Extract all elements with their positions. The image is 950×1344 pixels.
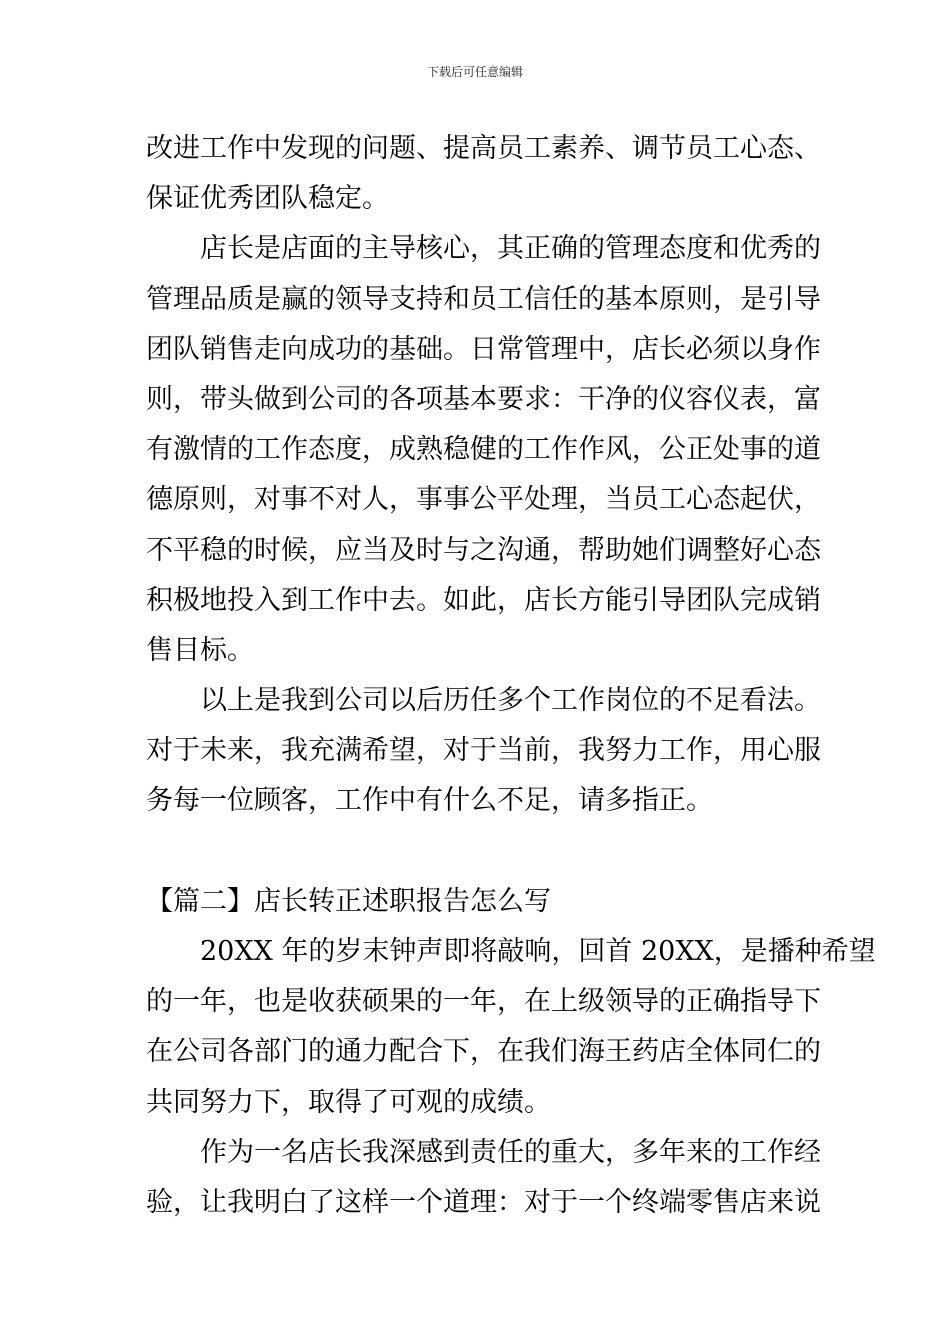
section-heading: 【篇二】店长转正述职报告怎么写 <box>146 885 551 917</box>
paragraph-line: 不平稳的时候，应当及时与之沟通，帮助她们调整好心态 <box>146 534 821 566</box>
paragraph-line: 改进工作中发现的问题、提高员工素养、调节员工心态、 <box>146 133 821 164</box>
paragraph-line: 团队销售走向成功的基础。日常管理中，店长必须以身作 <box>146 333 821 365</box>
paragraph-line: 的一年，也是收获硕果的一年，在上级领导的正确指导下 <box>146 986 821 1018</box>
paragraph-line: 以上是我到公司以后历任多个工作岗位的不足看法。 <box>200 685 821 717</box>
document-body <box>146 124 876 1228</box>
paragraph-line: 验，让我明白了这样一个道理：对于一个终端零售店来说 <box>146 1186 821 1218</box>
paragraph-line: 则，带头做到公司的各项基本要求：干净的仪容仪表，富 <box>146 383 821 415</box>
paragraph-line: 积极地投入到工作中去。如此，店长方能引导团队完成销 <box>146 584 821 616</box>
paragraph-line: 务每一位顾客，工作中有什么不足，请多指正。 <box>146 785 713 817</box>
paragraph-line: 共同努力下，取得了可观的成绩。 <box>146 1086 551 1118</box>
paragraph-line: 保证优秀团队稳定。 <box>146 183 389 215</box>
paragraph-line: 店长是店面的主导核心，其正确的管理态度和优秀的 <box>200 233 821 265</box>
paragraph-line: 售目标。 <box>146 634 254 666</box>
paragraph-line: 20XX 年的岁末钟声即将敲响，回首 20XX，是播种希望 <box>200 936 876 967</box>
paragraph-gap <box>146 827 810 877</box>
paragraph-line: 对于未来，我充满希望，对于当前，我努力工作，用心服 <box>146 735 821 767</box>
paragraph-line: 作为一名店长我深感到责任的重大，多年来的工作经 <box>200 1136 821 1168</box>
paragraph-line: 在公司各部门的通力配合下，在我们海王药店全体同仁的 <box>146 1036 821 1068</box>
paragraph-line: 管理品质是赢的领导支持和员工信任的基本原则，是引导 <box>146 283 821 315</box>
page-header: 下载后可任意编辑 <box>426 65 523 79</box>
paragraph-line: 有激情的工作态度，成熟稳健的工作作风，公正处事的道 <box>146 434 821 466</box>
paragraph-line: 德原则，对事不对人，事事公平处理，当员工心态起伏， <box>146 484 821 516</box>
